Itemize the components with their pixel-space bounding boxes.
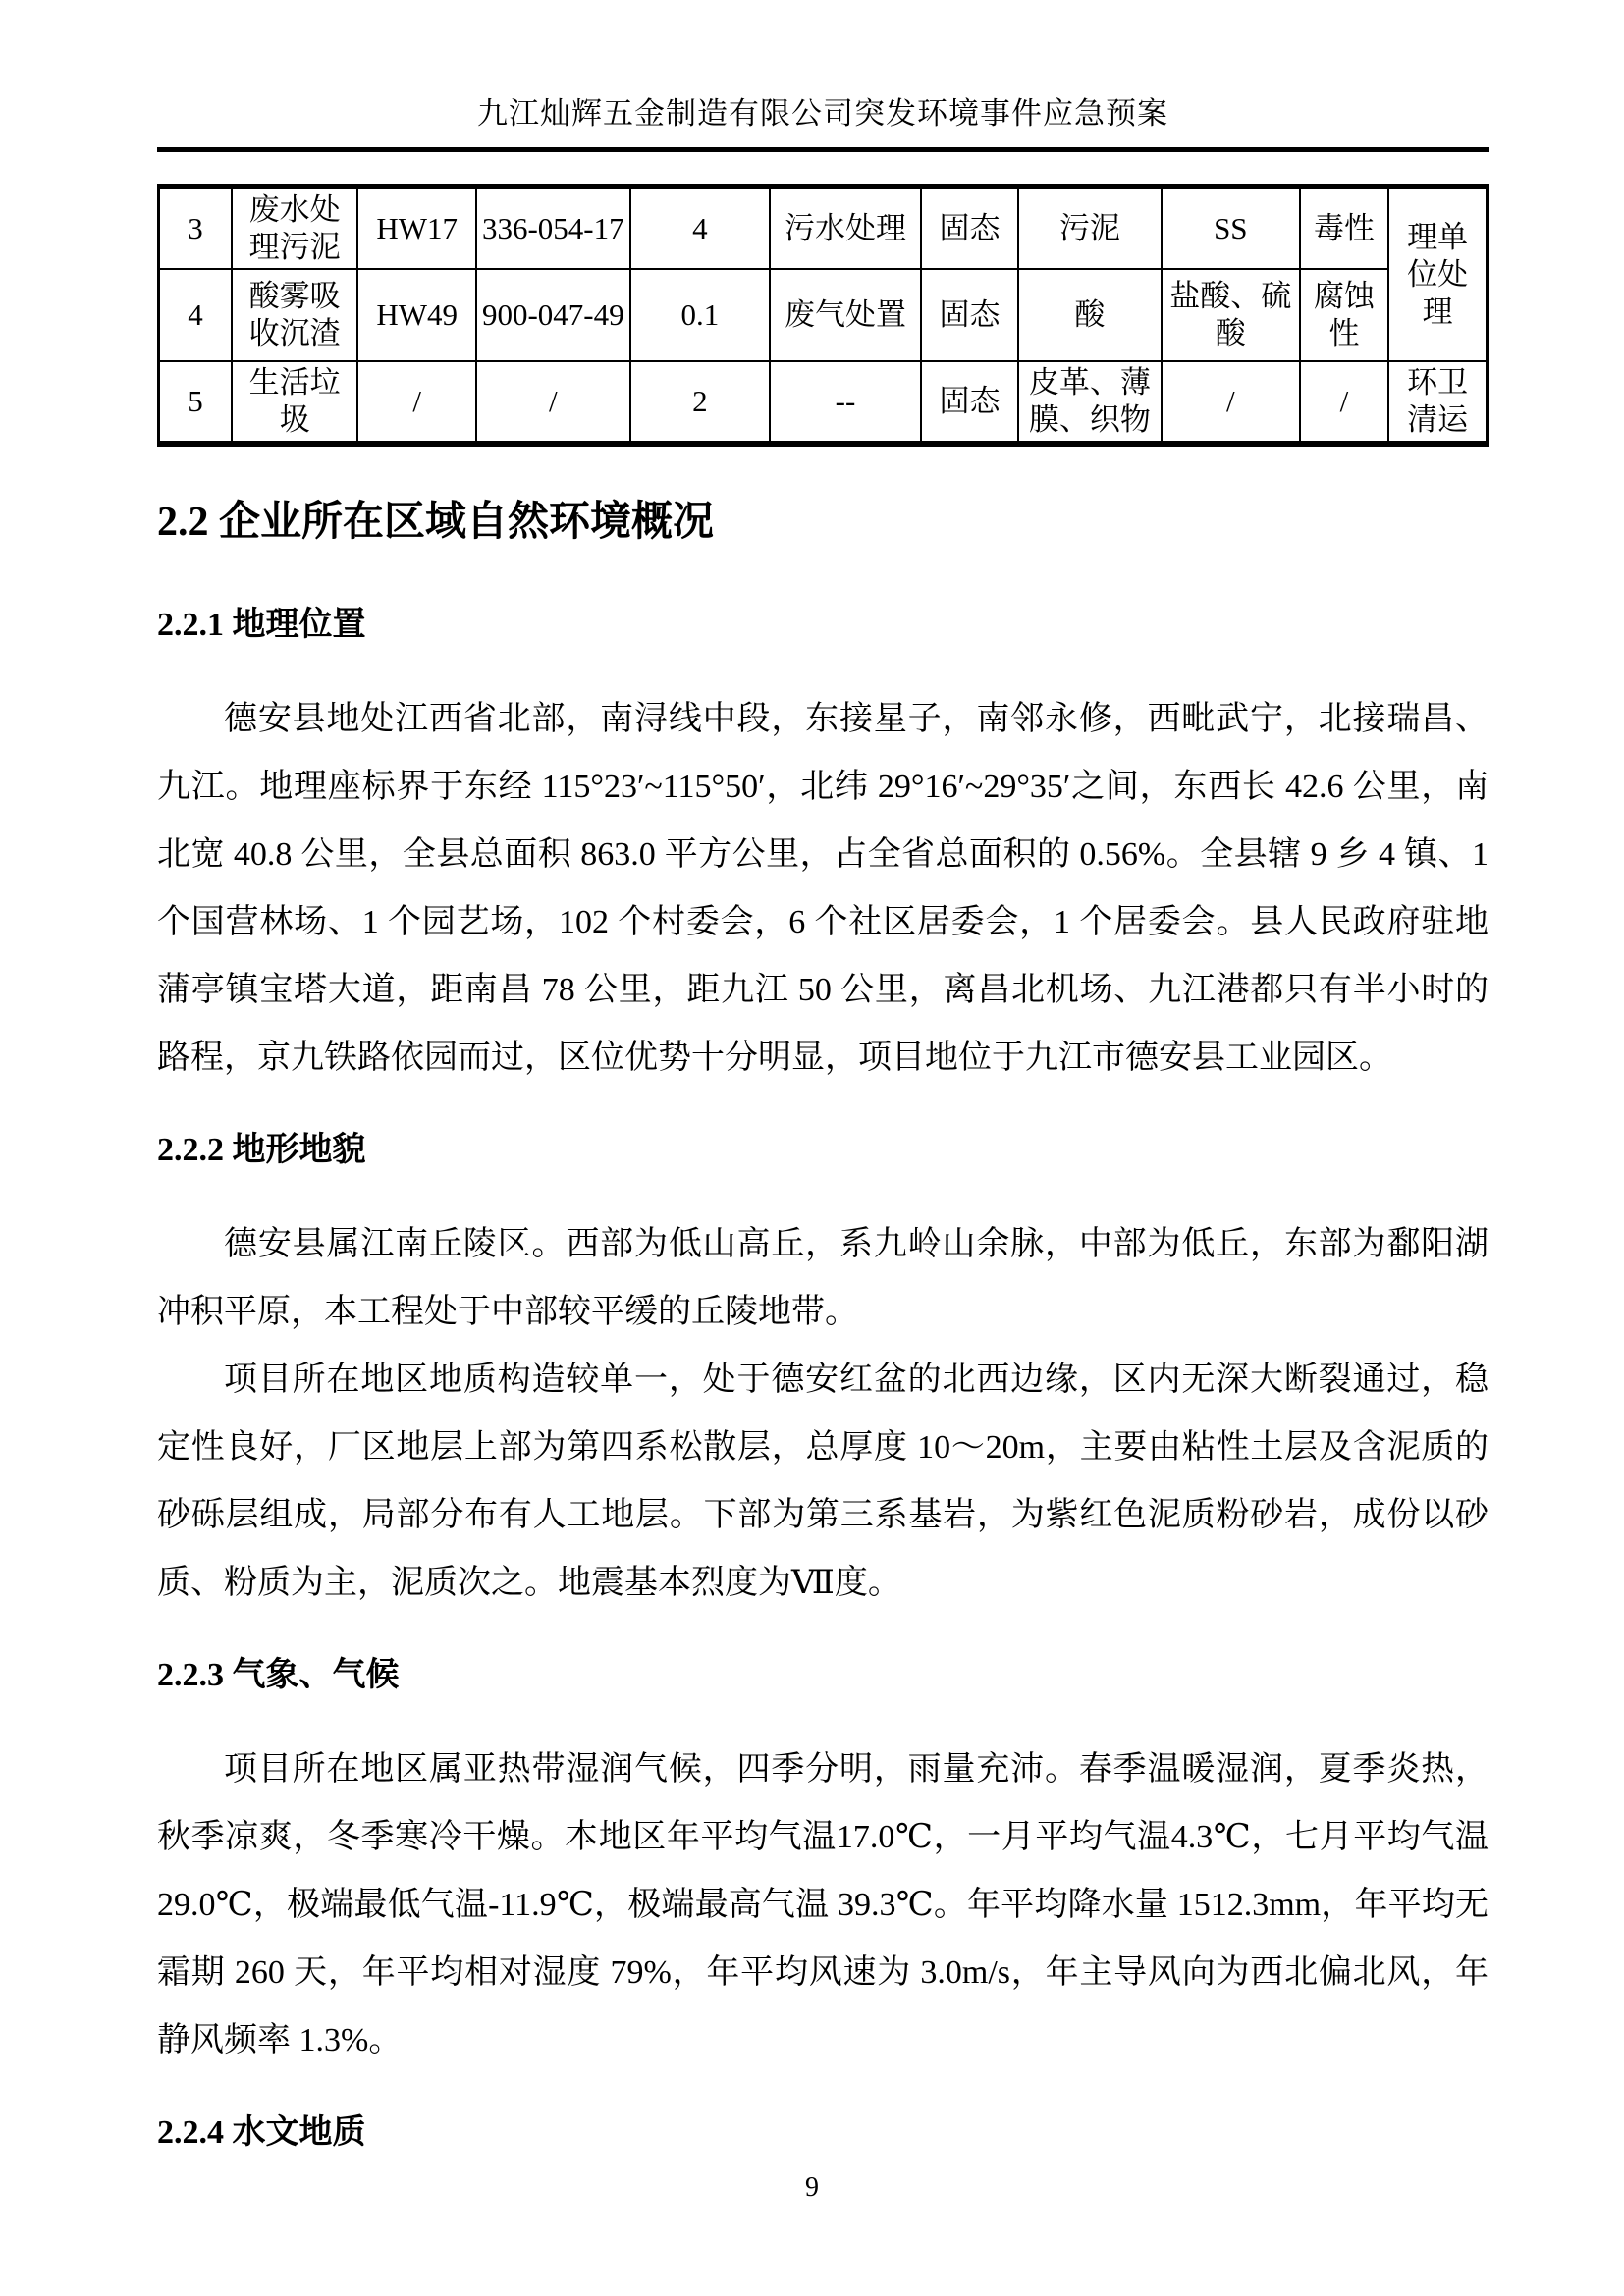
table-cell-state: 固态 xyxy=(921,187,1018,269)
table-row xyxy=(159,361,1488,444)
table-row xyxy=(159,187,1488,269)
table-cell-hazard: / xyxy=(1300,361,1389,444)
page-content xyxy=(157,0,1489,2193)
table-cell-index: 4 xyxy=(159,269,232,361)
table-cell-state: 固态 xyxy=(921,269,1018,361)
table-cell-quantity: 2 xyxy=(630,361,770,444)
table-cell-pollutant: 盐酸、硫酸 xyxy=(1162,269,1300,361)
table-cell-waste-code: 900-047-49 xyxy=(476,269,630,361)
table-cell-source: 废气处置 xyxy=(770,269,921,361)
table-cell-source: 污水处理 xyxy=(770,187,921,269)
table-cell-index: 3 xyxy=(159,187,232,269)
section-heading-2-2-1: 2.2.1 地理位置 xyxy=(157,607,366,643)
table-cell-source: -- xyxy=(770,361,921,444)
paragraph-landform-1: 德安县属江南丘陵区。西部为低山高丘，系九岭山余脉，中部为低丘，东部为鄱阳湖冲积平原，本工程处于中部较平缓的丘陵地带。 xyxy=(157,1226,1489,1330)
table-cell-hazard: 毒性 xyxy=(1300,187,1389,269)
table-cell-index: 5 xyxy=(159,361,232,444)
table-cell-state: 固态 xyxy=(921,361,1018,444)
table-cell-hw-code: HW17 xyxy=(357,187,475,269)
table-cell-quantity: 4 xyxy=(630,187,770,269)
table-cell-waste-code: 336-054-17 xyxy=(476,187,630,269)
table-cell-pollutant: / xyxy=(1162,361,1300,444)
table-cell-pollutant: SS xyxy=(1162,187,1300,269)
section-heading-2-2-3: 2.2.3 气象、气候 xyxy=(157,1657,400,1693)
paragraph-climate: 项目所在地区属亚热带湿润气候，四季分明，雨量充沛。春季温暖湿润，夏季炎热，秋季凉爽，冬季寒冷干燥。本地区年平均气温17.0℃，一月平均气温4.3℃，七月平均气温29.0℃，极端最低气温-11.9℃，极端最高气温 39.3℃。年平均降水量 1512.3mm，年平均无霜期 260 天，年平均相对湿度 79%，年平均风速为 3.0m/s，年主导风向为西北偏北风，年静风频率 1.3%。 xyxy=(157,1751,1489,2058)
table-cell-component: 污泥 xyxy=(1018,187,1162,269)
section-heading-2-2-4: 2.2.4 水文地质 xyxy=(157,2114,366,2151)
table-cell-waste-name: 酸雾吸收沉渣 xyxy=(232,269,358,361)
section-heading-2-2: 2.2 企业所在区域自然环境概况 xyxy=(157,500,715,545)
table-cell-disposal: 环卫清运 xyxy=(1388,361,1487,444)
table-cell-component: 皮革、薄膜、织物 xyxy=(1018,361,1162,444)
table-cell-disposal-continued: 理单位处理 xyxy=(1388,187,1487,361)
table-cell-waste-name: 废水处理污泥 xyxy=(232,187,358,269)
hazardous-waste-table xyxy=(157,184,1489,447)
table-cell-component: 酸 xyxy=(1018,269,1162,361)
table-cell-waste-code: / xyxy=(476,361,630,444)
paragraph-geographic-location: 德安县地处江西省北部，南浔线中段，东接星子，南邻永修，西毗武宁，北接瑞昌、九江。地理座标界于东经 115°23′~115°50′，北纬 29°16′~29°35′之间，东西长 42.6 公里，南北宽 40.8 公里，全县总面积 863.0 平方公里，占全省总面积的 0.56%。全县辖 9 乡 4 镇、1 个国营林场、1 个园艺场，102 个村委会，6 个社区居委会，1 个居委会。县人民政府驻地蒲亭镇宝塔大道，距南昌 78 公里，距九江 50 公里，离昌北机场、九江港都只有半小时的路程，京九铁路依园而过，区位优势十分明显，项目地位于九江市德安县工业园区。 xyxy=(157,701,1489,1076)
table-row xyxy=(159,269,1488,361)
table-cell-hw-code: / xyxy=(357,361,475,444)
page-header-title: 九江灿辉五金制造有限公司突发环境事件应急预案 xyxy=(477,96,1168,131)
page-number: 9 xyxy=(805,2172,819,2203)
paragraph-landform-2: 项目所在地区地质构造较单一，处于德安红盆的北西边缘，区内无深大断裂通过，稳定性良好，厂区地层上部为第四系松散层，总厚度 10～20m，主要由粘性土层及含泥质的砂砾层组成，局部分布有人工地层。下部为第三系基岩，为紫红色泥质粉砂岩，成份以砂质、粉质为主，泥质次之。地震基本烈度为Ⅶ度。 xyxy=(157,1362,1489,1601)
header-rule xyxy=(157,147,1489,152)
table-cell-quantity: 0.1 xyxy=(630,269,770,361)
table-cell-hw-code: HW49 xyxy=(357,269,475,361)
table-cell-waste-name: 生活垃圾 xyxy=(232,361,358,444)
table-cell-hazard: 腐蚀性 xyxy=(1300,269,1389,361)
section-heading-2-2-2: 2.2.2 地形地貌 xyxy=(157,1132,366,1168)
